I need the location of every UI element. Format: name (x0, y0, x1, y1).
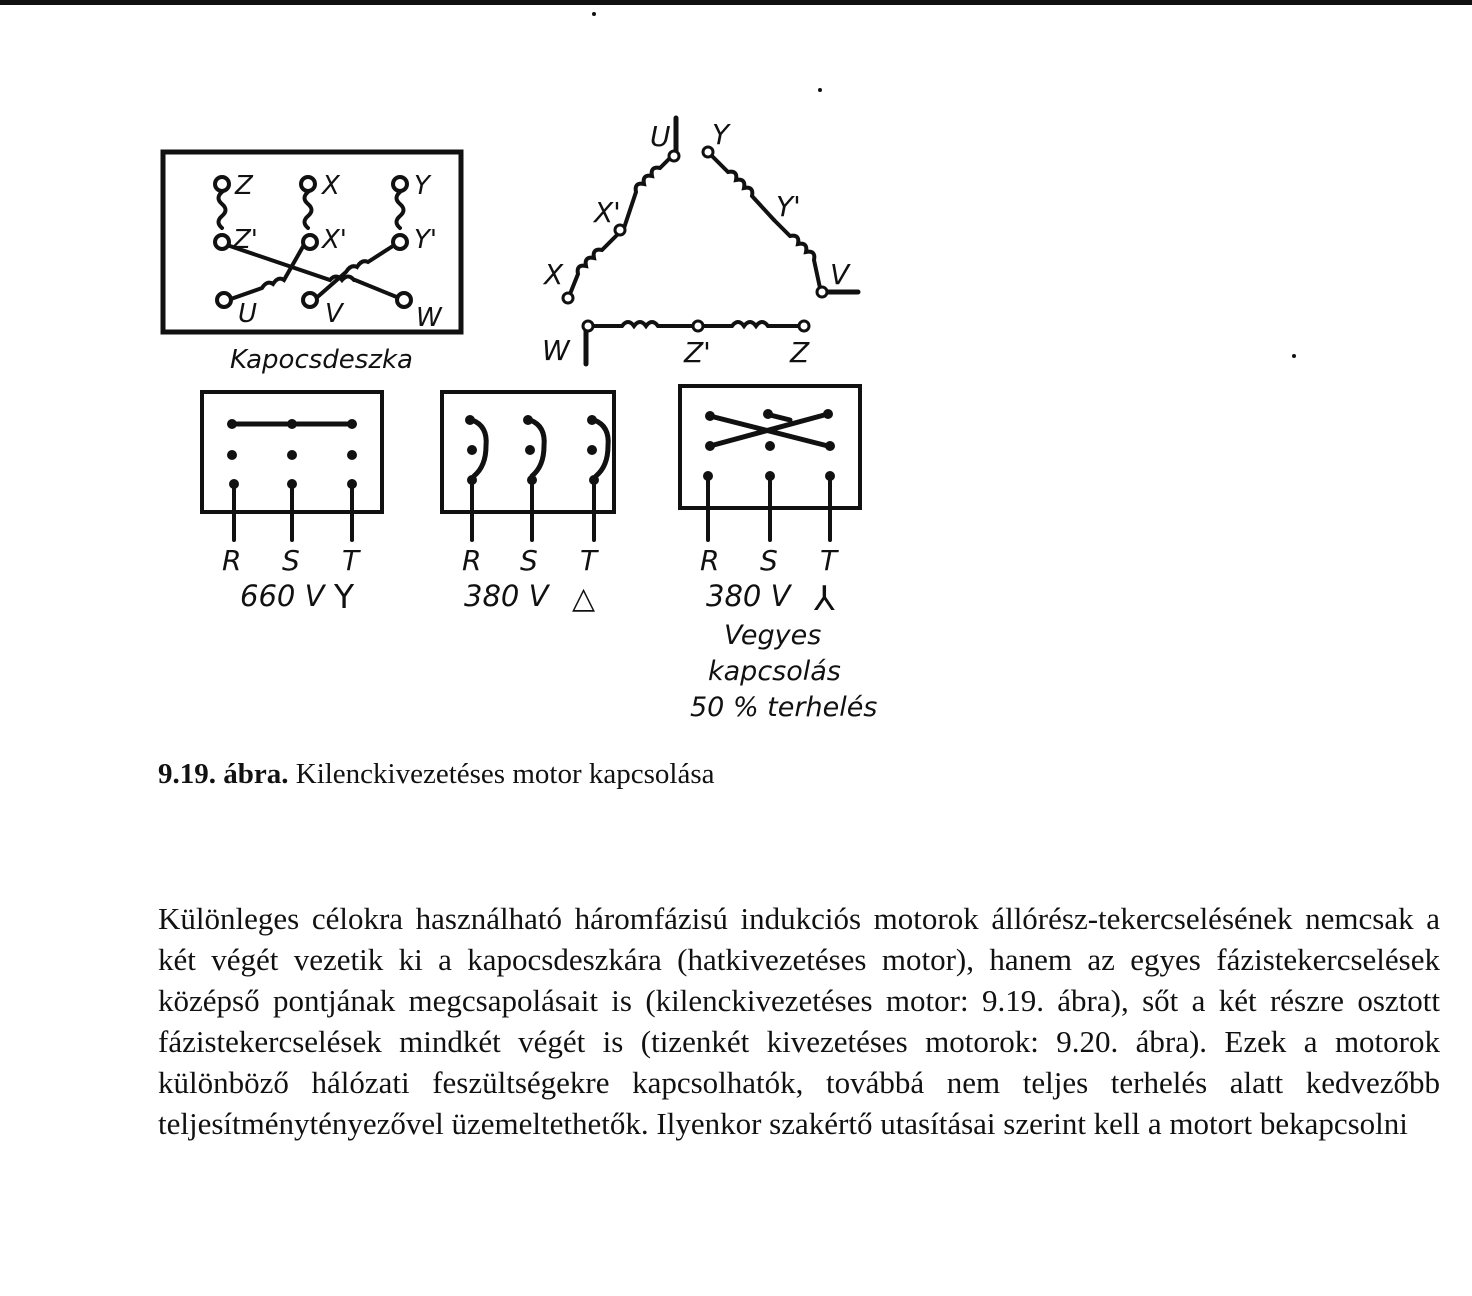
winding-xprime-x (570, 234, 618, 294)
note-line-1: Vegyes (724, 620, 822, 651)
label-z: Z (235, 171, 253, 201)
phase-t-1: T (342, 544, 360, 577)
terminal-z-prime (215, 235, 229, 249)
note-line-3: 50 % terhelés (690, 692, 878, 723)
wlabel-v: V (830, 258, 850, 291)
terminal-z (215, 177, 229, 191)
wlabel-x: X (544, 258, 564, 291)
terminal-x-prime (303, 235, 317, 249)
node-z (799, 321, 809, 331)
note-line-2: kapcsolás (708, 656, 841, 687)
label-y: Y (414, 171, 430, 201)
phase-r-3: R (700, 544, 720, 577)
voltage-2: 380 V (464, 579, 549, 613)
wlabel-u: U (650, 120, 671, 153)
figure-caption (158, 758, 1058, 791)
terminal-x (301, 177, 315, 191)
symbol-2: △ (572, 581, 596, 616)
coil-y (397, 192, 404, 228)
label-y-prime: Y' (414, 225, 438, 255)
label-v: V (325, 299, 343, 329)
node-u (669, 151, 679, 161)
wlabel-y-prime: Y' (776, 190, 801, 223)
winding-u-xprime (624, 156, 672, 228)
wlabel-z-prime: Z' (684, 336, 711, 369)
winding-yprime-v (774, 220, 820, 288)
winding-zprime-z (704, 322, 798, 326)
phase-t-2: T (580, 544, 598, 577)
phase-r-1: R (222, 544, 242, 577)
phase-t-3: T (820, 544, 838, 577)
caption-number: 9.19. ábra. (158, 758, 289, 790)
label-x-prime: X' (322, 225, 347, 255)
node-z-prime (693, 321, 703, 331)
label-w: W (416, 303, 442, 333)
winding-y-yprime (712, 156, 774, 220)
symbol-1: Y (334, 577, 355, 616)
label-x: X (322, 171, 340, 201)
caption-text: Kilenckivezetéses motor kapcsolása (295, 758, 715, 790)
body-paragraph: Különleges célokra használható háromfázisú indukciós motorok állórész-tekercselésének nemcsak a két végét vezetik ki a kapocsdeszkára (hatkivezetéses motor), hanem az egyes fázistekercselések középső pontjának megcsapolásait is (kilenckivezetéses motor: 9.19. ábra), sőt a két részre osztott fázistekercselések mindkét végét is (tizenkét kivezetéses motorok: 9.20. ábra). Ezek a motorok különböző hálózati feszültségekre kapcsolhatók, továbbá nem teljes terhelés alatt kedvezőbb teljesítménytényezővel üzemeltethetők. Ilyenkor szakértő utasításai szerint kell a motort bekapcsolni (158, 901, 1440, 1141)
wlabel-y: Y (712, 118, 730, 151)
wlabel-x-prime: X' (594, 196, 621, 229)
coil-x (305, 192, 312, 228)
label-u: U (238, 299, 258, 329)
phase-s-1: S (282, 544, 300, 577)
wlabel-w: W (542, 334, 570, 367)
terminal-board-title: Kapocsdeszka (230, 345, 413, 375)
coil-z (219, 192, 226, 228)
wlabel-z: Z (790, 336, 810, 369)
voltage-1: 660 V (240, 579, 325, 613)
phase-r-2: R (462, 544, 482, 577)
terminal-u (217, 293, 231, 307)
voltage-3: 380 V (706, 579, 791, 613)
node-w (583, 321, 593, 331)
terminal-y (393, 177, 407, 191)
terminal-y-prime (393, 235, 407, 249)
phase-s-2: S (520, 544, 538, 577)
symbol-3: ⅄ (814, 579, 835, 619)
speck-1 (592, 12, 596, 16)
node-x (563, 293, 573, 303)
node-v (817, 287, 827, 297)
terminal-v (303, 293, 317, 307)
winding-w-zprime (592, 322, 692, 326)
label-z-prime: Z' (233, 225, 258, 255)
phase-s-3: S (760, 544, 778, 577)
terminal-w (397, 293, 411, 307)
speck-3 (1292, 354, 1296, 358)
speck-2 (818, 88, 822, 92)
